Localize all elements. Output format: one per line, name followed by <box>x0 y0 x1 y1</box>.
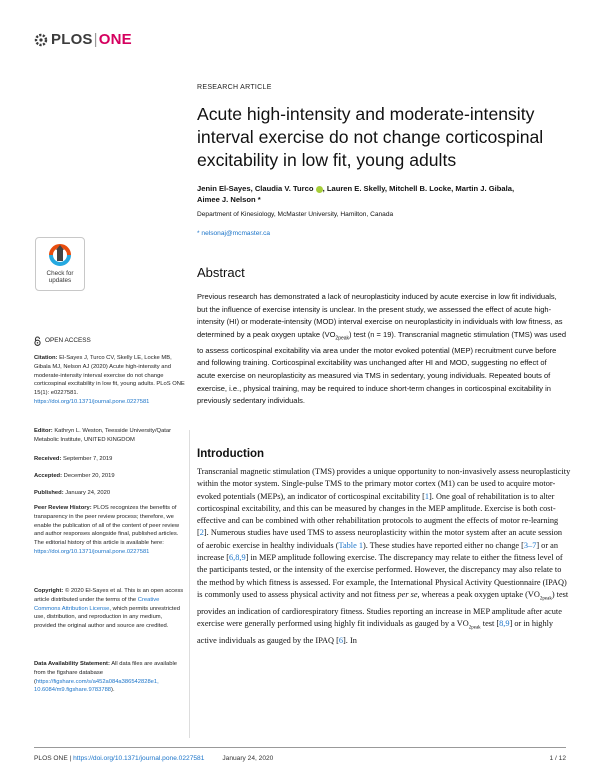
data-availability <box>34 660 186 695</box>
open-access <box>34 336 186 346</box>
footer-date: January 24, 2020 <box>222 755 274 762</box>
abstract-part1: Previous research has demonstrated a lack of neuroplasticity induced by acute exercise in low fit individuals, but the influence of exercise intensity is unclear. In the present study, we assessed the effect of acute high-intensity (HI) or moderate-intensity (MOD) interval exercise on neuroplasticity in individuals with low fitness, as determined by a peak oxygen uptake (VO <box>197 292 563 339</box>
intro-seg: ]. Numerous studies have used TMS to assess neuroplasticity within the motor system after an acute session of aerobic exercise in healthy individuals ( <box>197 528 563 550</box>
orcid-icon[interactable] <box>316 186 323 193</box>
editor-label: Editor: <box>34 428 53 434</box>
author-list <box>197 183 569 205</box>
intro-seg: ] in MEP amplitude following exercise. The discrepancy may relate to either the fitness level of the participants tested, or the intensity of the exercise performed. However, the discrepancy may also relate to the method by which fitness is assessed. For example, the International Physical Activity Questionnaire (IPAQ) is commonly used to assess physical activity and not fitness <box>197 553 567 599</box>
abstract-heading: Abstract <box>197 265 245 280</box>
peer-review-text: PLOS recognizes the benefits of transparency in the peer review process; therefore, we enable the publication of all of the content of peer review and author responses alongside final, published articles. The editorial history of this article is available here: <box>34 505 180 547</box>
accepted-date: December 20, 2019 <box>63 473 115 479</box>
authors-first: Jenin El-Sayes, Claudia V. Turco <box>197 184 314 193</box>
citation-text: El-Sayes J, Turco CV, Skelly LE, Locke MB, Gibala MJ, Nelson AJ (2020) Acute high-intensity and moderate-intensity interval exercise do not change corticospinal excitability in low fit, young adults. PLoS ONE 15(1): e0227581. <box>34 355 185 397</box>
table-link[interactable]: Table 1 <box>338 540 363 550</box>
accepted <box>34 472 186 481</box>
published-date: January 24, 2020 <box>65 490 111 496</box>
data-availability-label: Data Availability Statement: <box>34 661 110 667</box>
authors-rest: , Lauren E. Skelly, Mitchell B. Locke, Martin J. Gibala, <box>322 184 515 193</box>
reference-link[interactable]: 1 <box>424 491 430 501</box>
footer-journal: PLOS ONE <box>34 755 68 762</box>
badge-line2: updates <box>48 277 72 284</box>
citation <box>34 354 186 407</box>
figshare-link[interactable]: https://figshare.com/s/a452a084a386542828e1, 10.6084/m9.figshare.9783788 <box>34 678 159 694</box>
reference-link[interactable]: 6 <box>338 636 344 646</box>
page-number: 1 / 12 <box>549 755 566 762</box>
received-date: September 7, 2019 <box>63 456 113 462</box>
reference-link[interactable]: 3–7 <box>523 540 537 550</box>
editor <box>34 427 186 445</box>
article-title: Acute high-intensity and moderate-intensity interval exercise do not change corticospinal excitability in low fit, young adults <box>197 104 544 170</box>
logo-separator: | <box>93 31 98 48</box>
introduction-heading: Introduction <box>197 448 265 460</box>
footer-separator: | <box>67 755 74 762</box>
logo-one: ONE <box>98 31 132 48</box>
citation-label: Citation: <box>34 355 58 361</box>
article-type: RESEARCH ARTICLE <box>197 84 272 91</box>
data-availability-end: ). <box>111 687 115 694</box>
intro-seg: ]. One goal of rehabilitation is to alter corticospinal excitability, and this can be measured by changes in the MEP amplitude. Exercise is both cost-effective and can be combined with other rehabilitation protocols to augment the effects of motor re-learning [ <box>197 491 559 538</box>
logo-wordmark <box>51 31 132 48</box>
intro-seg: ] or in highly active individuals as gauged by the IPAQ [ <box>197 619 554 646</box>
intro-seg: ) test provides an indication of cardiorespiratory fitness. Studies reporting an increase in MEP amplitude after acute exercise were generally performed using highly fit individuals as gauged by a VO <box>197 589 569 629</box>
intro-seg: test [ <box>480 619 500 629</box>
open-access-label: OPEN ACCESS <box>45 336 91 344</box>
peer-review-history <box>34 504 186 557</box>
copyright-text-end: , which permits unrestricted use, distribution, and reproduction in any medium, provided the original author and source are credited. <box>34 605 180 630</box>
abstract-subscript: 2peak <box>335 335 350 342</box>
reference-link[interactable]: 2 <box>199 528 204 538</box>
badge-text <box>47 270 74 284</box>
peer-review-link[interactable]: https://doi.org/10.1371/journal.pone.0227581 <box>34 548 150 555</box>
reference-link[interactable]: 8,9 <box>499 619 510 629</box>
copyright-text: © 2020 El-Sayes et al. This is an open access article distributed under the terms of the <box>34 588 184 603</box>
column-divider <box>189 430 190 738</box>
copyright-label: Copyright: <box>34 588 64 594</box>
intro-seg: ). These studies have reported either no change [ <box>363 540 524 550</box>
published <box>34 489 186 498</box>
introduction-text <box>197 466 571 647</box>
abstract-text <box>197 291 567 408</box>
editor-text: Kathryn L. Weston, Teesside University/Qatar Metabolic Institute, UNITED KINGDOM <box>34 428 172 443</box>
reference-link[interactable]: 6,8,9 <box>229 553 246 563</box>
peer-review-label: Peer Review History: <box>34 505 92 511</box>
received-label: Received: <box>34 456 62 462</box>
intro-subscript: 2peak <box>468 625 481 631</box>
copyright <box>34 587 186 631</box>
intro-seg: ] or an increase [ <box>197 540 558 563</box>
accepted-label: Accepted: <box>34 473 63 479</box>
affiliation: Department of Kinesiology, McMaster University, Hamilton, Canada <box>197 211 394 218</box>
badge-line1: Check for <box>46 270 74 277</box>
check-for-updates-badge[interactable] <box>35 237 85 291</box>
intro-seg: Transcranial magnetic stimulation (TMS) provides a unique opportunity to non-invasively assess neuroplasticity within the motor system. Single-pulse TMS to the primary motor cortex (M1) can be used to acquire motor-evoked potentials (MEPs), an indicator of corticospinal excitability [ <box>197 467 571 501</box>
intro-seg: , whereas a peak oxygen uptake (VO <box>417 589 540 599</box>
citation-doi-link[interactable]: https://doi.org/10.1371/journal.pone.0227581 <box>34 398 150 405</box>
intro-subscript: 2peak <box>539 596 552 602</box>
logo-plos: PLOS <box>51 31 93 48</box>
plos-logo-icon <box>34 33 48 47</box>
cc-license-link[interactable]: Creative Commons Attribution License <box>34 596 160 612</box>
corresponding-email[interactable]: * nelsonaj@mcmaster.ca <box>197 230 271 237</box>
plos-one-logo[interactable] <box>34 31 132 48</box>
received <box>34 455 186 464</box>
page-footer <box>34 755 566 762</box>
published-label: Published: <box>34 490 64 496</box>
intro-italic: per se <box>397 589 418 599</box>
data-availability-text: All data files are available from the figshare database ( <box>34 661 177 685</box>
authors-last: Aimee J. Nelson * <box>197 195 261 204</box>
footer-doi-link[interactable]: https://doi.org/10.1371/journal.pone.0227581 <box>73 755 205 762</box>
abstract-part2: ) test (n = 19). Transcranial magnetic stimulation (TMS) was used to assess corticospinal excitability via area under the motor evoked potential (MEP) recruitment curve before and following training. Corticospinal excitability was unchanged after HI and MOD, suggesting no effect of acute exercise on neuroplasticity as measured via TMS in sedentary, young individuals. Repeated bouts of exercise, i.e., physical training, may be required to induce short-term changes in corticospinal excitability in previously sedentary individuals. <box>197 329 567 406</box>
open-access-lock-icon <box>34 336 41 346</box>
crossmark-icon <box>47 242 73 268</box>
intro-seg: ]. In <box>343 636 357 646</box>
footer-rule <box>34 747 566 748</box>
